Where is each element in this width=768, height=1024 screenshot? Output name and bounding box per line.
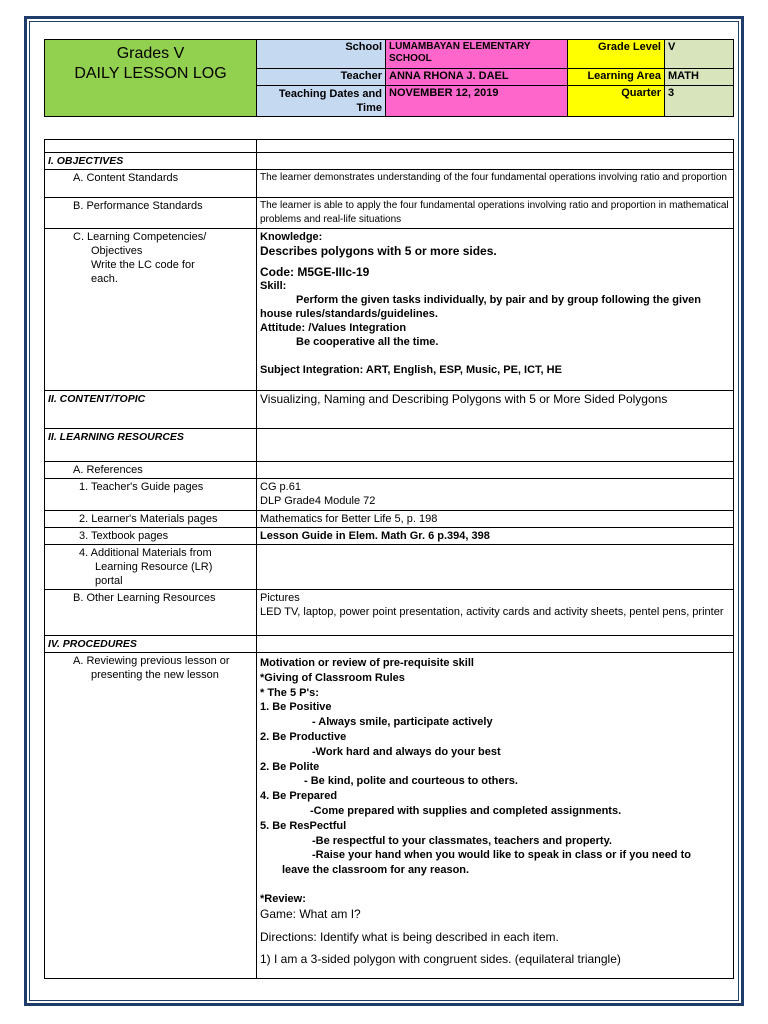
- other-line: Pictures: [260, 592, 300, 604]
- content-topic: Visualizing, Naming and Describing Polygons with 5 or More Sided Polygons: [257, 391, 734, 429]
- lc-label-line: C. Learning Competencies/: [73, 231, 207, 243]
- proc-line: 1. Be Positive: [260, 701, 332, 714]
- objectives-heading: I. OBJECTIVES: [45, 153, 257, 170]
- blank-cell: [257, 545, 734, 590]
- lesson-table: [44, 139, 734, 979]
- proc-line: * The 5 P's:: [260, 686, 319, 699]
- am-line: portal: [95, 575, 123, 587]
- proc-line: - Be kind, polite and courteous to others.: [304, 775, 518, 788]
- other-resources-label: B. Other Learning Resources: [45, 590, 257, 636]
- dates-label: Teaching Dates and Time: [257, 86, 386, 117]
- procedures-heading: IV. PROCEDURES: [45, 636, 257, 653]
- tg-line: DLP Grade4 Module 72: [260, 495, 376, 507]
- proc-line: -Be respectful to your classmates, teachers and property.: [312, 834, 612, 847]
- attitude-value: Be cooperative all the time.: [296, 336, 439, 348]
- title-cell: [45, 40, 257, 117]
- quarter-value: 3: [665, 86, 734, 117]
- proc-line: 2. Be Productive: [260, 730, 347, 743]
- am-line: 4. Additional Materials from: [79, 547, 212, 559]
- dates-value: NOVEMBER 12, 2019: [386, 86, 568, 117]
- reviewing-line: A. Reviewing previous lesson or: [73, 655, 230, 667]
- proc-line: *Giving of Classroom Rules: [260, 671, 405, 684]
- directions: Directions: Identify what is being described in each item.: [260, 929, 559, 944]
- proc-line: leave the classroom for any reason.: [282, 864, 470, 877]
- am-line: Learning Resource (LR): [95, 561, 213, 573]
- proc-line: -Raise your hand when you would like to speak in class or if you need to: [312, 849, 691, 862]
- blank-cell: [257, 140, 734, 153]
- proc-line: - Always smile, participate actively: [312, 716, 493, 729]
- lc-label-line: Objectives: [91, 245, 143, 257]
- content-heading: II. CONTENT/TOPIC: [45, 391, 257, 429]
- school-value: LUMAMBAYAN ELEMENTARY SCHOOL: [386, 40, 568, 69]
- additional-materials-label: [45, 545, 257, 590]
- teacher-label: Teacher: [257, 69, 386, 86]
- blank-cell: [45, 140, 257, 153]
- school-label: School: [257, 40, 386, 69]
- game-title: Game: What am I?: [260, 906, 361, 921]
- blank-cell: [257, 153, 734, 170]
- review-item: 1) I am a 3-sided polygon with congruent sides. (equilateral triangle): [260, 952, 621, 967]
- skill-value: Perform the given tasks individually, by pair and by group following the given house rules/standards/guidelines.: [260, 294, 702, 320]
- proc-line: 5. Be ResPectful: [260, 819, 347, 832]
- reviewing-line: presenting the new lesson: [91, 669, 219, 681]
- learners-materials-label: 2. Learner's Materials pages: [45, 511, 257, 528]
- resources-heading: II. LEARNING RESOURCES: [45, 429, 257, 462]
- learning-competencies-value: [257, 229, 734, 391]
- textbook-label: 3. Textbook pages: [45, 528, 257, 545]
- other-line: LED TV, laptop, power point presentation, activity cards and activity sheets, pentel pens, printer: [260, 606, 724, 618]
- blank-cell: [257, 636, 734, 653]
- lc-label-line: Write the LC code for: [91, 259, 195, 271]
- reviewing-value: [257, 653, 734, 979]
- textbook-value: Lesson Guide in Elem. Math Gr. 6 p.394, 398: [257, 528, 734, 545]
- blank-cell: [257, 462, 734, 479]
- grade-value: V: [665, 40, 734, 69]
- learning-competencies-label: [45, 229, 257, 391]
- performance-standards-label: B. Performance Standards: [45, 198, 257, 229]
- skill-heading: Skill:: [260, 280, 287, 292]
- proc-line: Motivation or review of pre-requisite skill: [260, 657, 474, 669]
- grade-label: Grade Level: [568, 40, 665, 69]
- proc-line: -Come prepared with supplies and completed assignments.: [310, 804, 622, 817]
- proc-line: 4. Be Prepared: [260, 790, 338, 803]
- teachers-guide-value: [257, 479, 734, 511]
- teacher-value: ANNA RHONA J. DAEL: [386, 69, 568, 86]
- knowledge-heading: Knowledge:: [260, 231, 323, 243]
- knowledge-value: Describes polygons with 5 or more sides.: [260, 244, 497, 258]
- area-value: MATH: [665, 69, 734, 86]
- header-table: [44, 39, 734, 117]
- teachers-guide-label: 1. Teacher's Guide pages: [45, 479, 257, 511]
- lc-code: Code: M5GE-IIIc-19: [260, 265, 370, 279]
- content-standards-value: The learner demonstrates understanding of the four fundamental operations involving ratio and proportion: [257, 170, 734, 198]
- title-dll: DAILY LESSON LOG: [74, 65, 227, 82]
- other-resources-value: [257, 590, 734, 636]
- subject-integration: Subject Integration: ART, English, ESP, Music, PE, ICT, HE: [260, 364, 562, 376]
- reviewing-label: [45, 653, 257, 979]
- blank-cell: [257, 429, 734, 462]
- references-label: A. References: [45, 462, 257, 479]
- review-heading: *Review:: [260, 892, 306, 905]
- quarter-label: Quarter: [568, 86, 665, 117]
- lc-label-line: each.: [91, 273, 118, 285]
- performance-standards-value: The learner is able to apply the four fundamental operations involving ratio and proportion in mathematical problems and real-life situations: [257, 198, 734, 229]
- content-standards-label: A. Content Standards: [45, 170, 257, 198]
- title-grade: Grades V: [116, 45, 185, 62]
- attitude-heading: Attitude: /Values Integration: [260, 322, 407, 334]
- proc-line: 2. Be Polite: [260, 760, 320, 773]
- proc-line: -Work hard and always do your best: [312, 745, 501, 758]
- tg-line: CG p.61: [260, 481, 301, 493]
- learners-materials-value: Mathematics for Better Life 5, p. 198: [257, 511, 734, 528]
- area-label: Learning Area: [568, 69, 665, 86]
